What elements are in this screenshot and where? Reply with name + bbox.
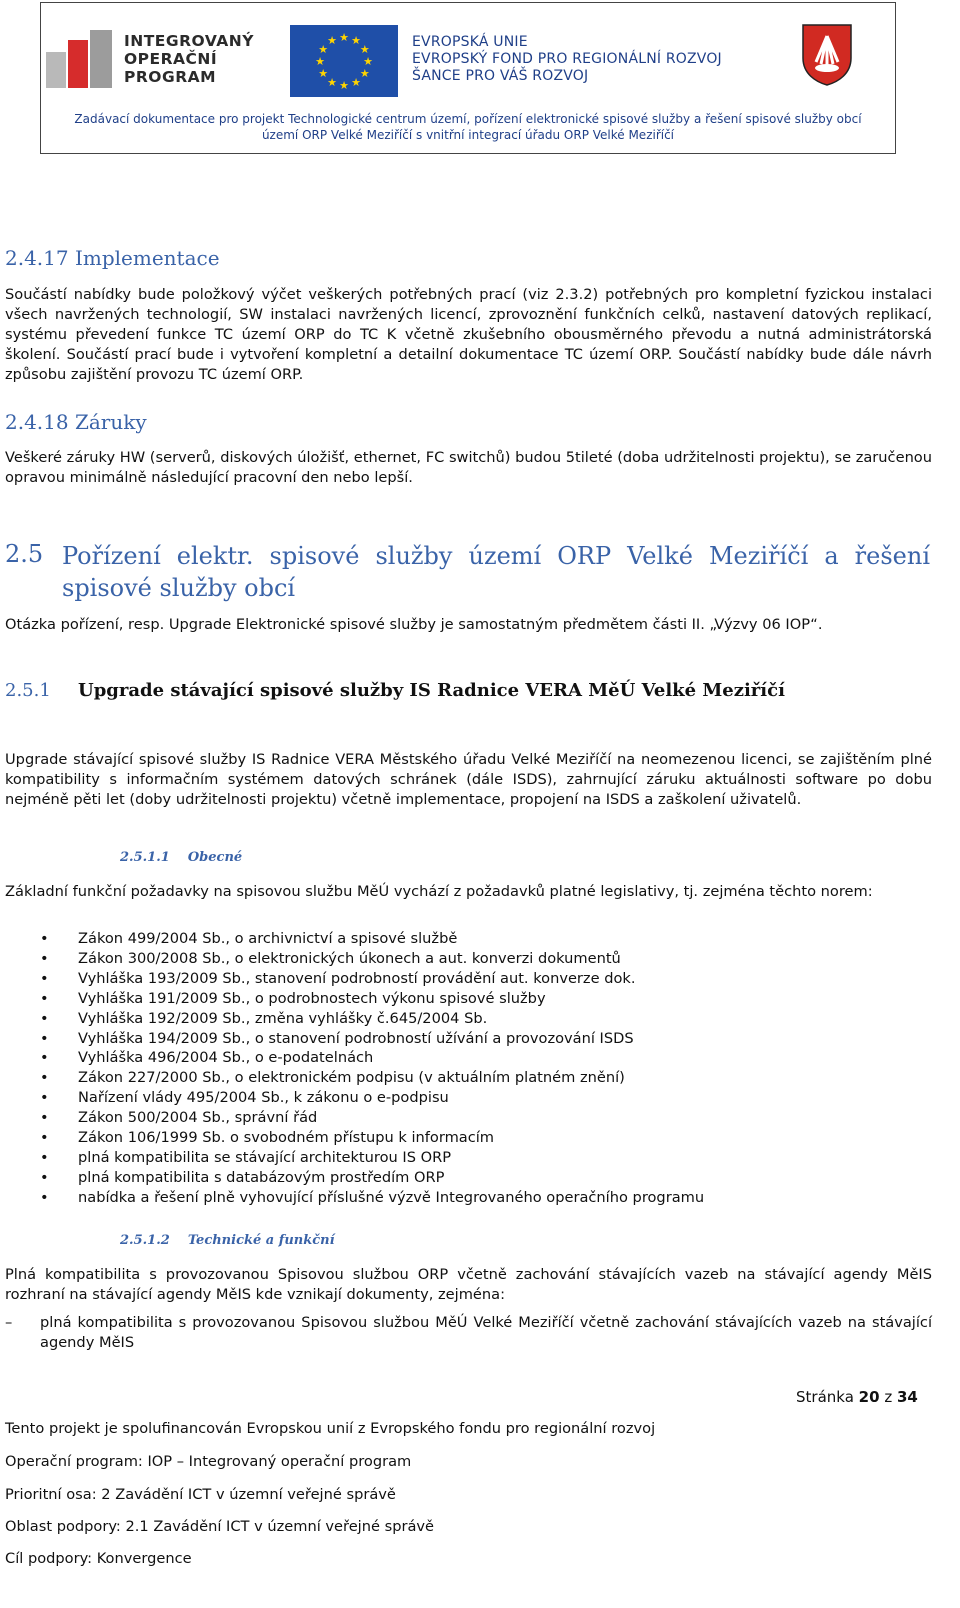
eu-star-icon: ★ [327,34,337,48]
eu-star-icon: ★ [318,43,329,56]
list-item: • Zákon 500/2004 Sb., správní řád [40,1108,704,1128]
eu-star-icon: ★ [359,43,370,56]
list-item: • Vyhláška 496/2004 Sb., o e-podatelnách [40,1048,704,1068]
sub-subsection-heading: 2.5.1.1 Obecné [120,850,243,865]
eu-text-line: EVROPSKÝ FOND PRO REGIONÁLNÍ ROZVOJ [412,51,722,67]
total-pages: 34 [896,1388,918,1406]
eu-text-line: EVROPSKÁ UNIE [412,34,528,50]
list-item: • Nařízení vlády 495/2004 Sb., k zákonu o e-podpisu [40,1088,704,1108]
list-item: • plná kompatibilita se stávající architekturou IS ORP [40,1148,704,1168]
list-item: • Vyhláška 192/2009 Sb., změna vyhlášky č.645/2004 Sb. [40,1009,704,1029]
eu-star-icon: ★ [351,34,361,48]
header-title-line: Zadávací dokumentace pro projekt Technologické centrum území, pořízení elektronické spisové služby a řešení spisové služby obcí [74,112,862,126]
town-crest-icon [800,22,854,86]
paragraph: Upgrade stávající spisové služby IS Radnice VERA Městského úřadu Velké Meziříčí na neomezenou licenci, se zajištěním plné kompatibility s informačním systémem datových schránek (dále ISDS), zahrnující záruku aktuálnosti software po dobu nejméně pěti let (doby udržitelnosti projektu) včetně implementace, propojení na ISDS a zaškolení uživatelů. [5,751,932,808]
iop-logo [46,30,276,92]
dash-item-text: plná kompatibilita s provozovanou Spisovou službou MěÚ Velké Meziříčí včetně zachování stávajících vazeb na stávající agendy MěIS [40,1314,932,1351]
page-label: Stránka [796,1388,854,1406]
page-number [796,1388,918,1406]
list-item: • plná kompatibilita s databázovým prostředím ORP [40,1168,704,1188]
list-item: • Zákon 499/2004 Sb., o archivnictví a spisové službě [40,929,704,949]
law-list [40,929,704,1208]
paragraph: Základní funkční požadavky na spisovou službu MěÚ vychází z požadavků platné legislativy, tj. zejména těchto norem: [5,883,873,900]
footer-line: Oblast podpory: 2.1 Zavádění ICT v územní veřejné správě [5,1518,435,1535]
dash-marker: – [5,1314,13,1331]
list-item: • Zákon 106/1999 Sb. o svobodném přístupu k informacím [40,1128,704,1148]
list-item: • nabídka a řešení plně vyhovující příslušné výzvě Integrovaného operačního programu [40,1188,704,1208]
header-title-line: území ORP Velké Meziříčí s vnitřní integrací úřadu ORP Velké Meziříčí [261,128,675,142]
list-item: • Vyhláška 194/2009 Sb., o stanovení podrobností užívání a provozování ISDS [40,1029,704,1049]
subsection-number: 2.5.1 [5,680,51,701]
list-item: • Zákon 300/2008 Sb., o elektronických úkonech a aut. konverzi dokumentů [40,949,704,969]
footer-line: Prioritní osa: 2 Zavádění ICT v územní veřejné správě [5,1486,396,1503]
eu-star-icon: ★ [359,67,370,80]
iop-logo-line: INTEGROVANÝ [124,32,254,50]
footer-line: Cíl podpory: Konvergence [5,1550,192,1567]
paragraph: Veškeré záruky HW (serverů, diskových úložišť, ethernet, FC switchů) budou 5tileté (doba udržitelnosti projektu), se zaručenou opravou minimálně následující pracovní den nebo lepší. [5,449,932,486]
eu-star-icon: ★ [339,79,349,92]
paragraph: Otázka pořízení, resp. Upgrade Elektronické spisové služby je samostatným předmětem části II. „Výzvy 06 IOP“. [5,616,823,633]
eu-text [412,34,722,85]
section-heading: 2.4.18 Záruky [5,410,147,434]
page-of: z [884,1388,893,1406]
eu-star-icon: ★ [351,75,361,89]
subsection-heading: Upgrade stávající spisové služby IS Radnice VERA MěÚ Velké Meziříčí [78,680,785,701]
eu-text-line: ŠANCE PRO VÁŠ ROZVOJ [412,68,589,84]
current-page: 20 [858,1388,880,1406]
eu-star-icon: ★ [318,67,329,80]
paragraph: Plná kompatibilita s provozovanou Spisovou službou ORP včetně zachování stávajících vazeb na stávající agendy MěIS rozhraní na stávající agendy MěIS kde vznikají dokumenty, zejména: [5,1266,932,1303]
list-item: • Vyhláška 193/2009 Sb., stanovení podrobností provádění aut. konverze dok. [40,969,704,989]
chapter-heading: Pořízení elektr. spisové služby území ORP Velké Meziříčí a řešení spisové služby obcí [62,542,930,602]
eu-star-icon: ★ [339,31,349,44]
paragraph: Součástí nabídky bude položkový výčet veškerých potřebných prací (viz 2.3.2) potřebných pro kompletní fyzickou instalaci všech navržených technologií, SW instalaci navržených licencí, zprovoznění funkčních celků, nastavení datových replikací, systému převedení funkce TC území ORP do TC K včetně zkušebního obousměrného převodu a nutná administrátorská školení. Součástí prací bude i vytvoření kompletní a detailní dokumentace TC území ORP. Součástí nabídky bude dále návrh způsobu zajištění provozu TC území ORP. [5,286,932,383]
footer-line: Operační program: IOP – Integrovaný operační program [5,1453,412,1470]
eu-star-icon: ★ [315,55,325,68]
eu-flag-icon [290,25,398,97]
sub-subsection-heading: 2.5.1.2 Technické a funkční [120,1233,335,1248]
section-heading: 2.4.17 Implementace [5,246,220,270]
eu-star-icon: ★ [363,55,373,68]
list-item: • Vyhláška 191/2009 Sb., o podrobnostech výkonu spisové služby [40,989,704,1009]
iop-logo-line: PROGRAM [124,68,217,86]
chapter-number: 2.5 [5,540,44,568]
eu-star-icon: ★ [327,75,337,89]
list-item: • Zákon 227/2000 Sb., o elektronickém podpisu (v aktuálním platném znění) [40,1068,704,1088]
footer-line: Tento projekt je spolufinancován Evropskou unií z Evropského fondu pro regionální rozvoj [5,1420,656,1437]
iop-logo-line: OPERAČNÍ [124,50,218,68]
